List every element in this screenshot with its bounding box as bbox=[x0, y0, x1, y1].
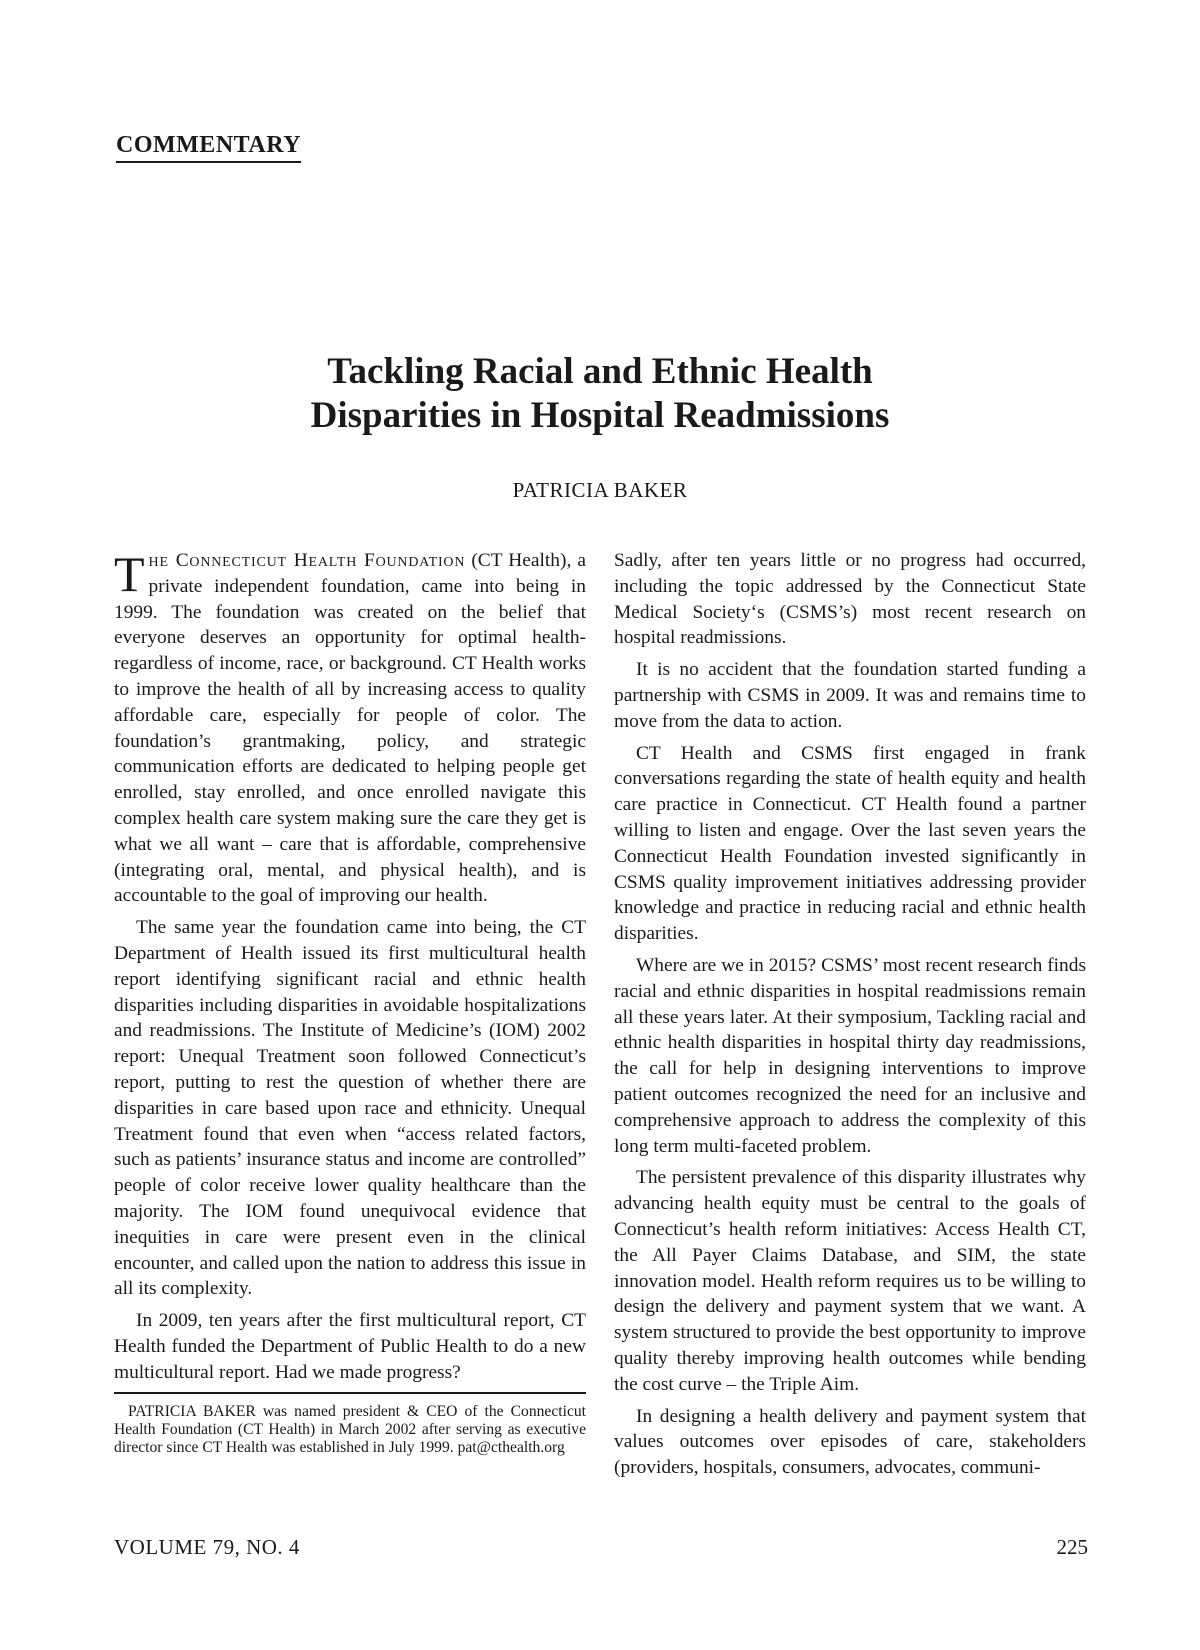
paragraph-intro-text: (CT Health), a private independent foundation, came into being in 1999. The foundation was created on the belief that everyone deserves an opportunity for optimal health- regardless of income, race, or background. CT Health works to improve the health of all by increasing access to quality affordable care, especially for people of color. The foundation’s grantmaking, policy, and strategic communication efforts are dedicated to helping people get enrolled, stay enrolled, and once enrolled navigate this complex health care system making sure the care they get is what we all want – care that is affordable, comprehensive (integrating oral, mental, and physical health), and is accountable to the goal of improving our health. bbox=[114, 550, 586, 907]
drop-cap: T bbox=[114, 546, 145, 602]
left-column bbox=[114, 548, 586, 1392]
footnote-divider bbox=[114, 1392, 586, 1394]
right-column bbox=[614, 548, 1086, 1487]
paragraph: CT Health and CSMS first engaged in frank conversations regarding the state of health equity and health care practice in Connecticut. CT Health found a partner willing to listen and engage. Over the last seven years the Connecticut Health Foundation invested significantly in CSMS quality improvement initiatives addressing provider knowledge and practice in reducing racial and ethnic health disparities. bbox=[614, 742, 1086, 945]
paragraph: It is no accident that the foundation started funding a partnership with CSMS in 2009. It was and remains time to move from the data to action. bbox=[614, 659, 1086, 732]
page-number: 225 bbox=[1056, 1535, 1088, 1559]
author-byline: PATRICIA BAKER bbox=[512, 478, 688, 502]
paragraph: The same year the foundation came into being, the CT Department of Health issued its first multicultural health report identifying significant racial and ethnic health disparities including disparities in avoidable hospitalizations and readmissions. The Institute of Medicine’s (IOM) 2002 report: Unequal Treatment soon followed Connecticut’s report, putting to rest the question of whether there are disparities in care based upon race and ethnicity. Unequal Treatment found that even when “access related factors, such as patients’ insurance status and income are controlled” people of color receive lower quality healthcare than the majority. The IOM found unequivocal evidence that inequities in care were present even in the clinical encounter, and called upon the nation to address this issue in all its complexity. bbox=[114, 917, 586, 1300]
article-title-line-1: Tackling Racial and Ethnic Health bbox=[327, 351, 873, 392]
foundation-name-smallcaps: he Connecticut Health Foundation bbox=[148, 550, 466, 571]
paragraph: Where are we in 2015? CSMS’ most recent research finds racial and ethnic disparities in hospital readmissions remain all these years later. At their symposium, Tackling racial and ethnic health disparities in hospital thirty day readmissions, the call for help in designing interventions to improve patient outcomes recognized the need for an inclusive and comprehensive approach to address the complexity of this long term multi-faceted problem. bbox=[614, 954, 1086, 1157]
section-label: COMMENTARY bbox=[116, 132, 301, 163]
volume-issue: VOLUME 79, NO. 4 bbox=[114, 1535, 300, 1559]
author-footnote: PATRICIA BAKER was named president & CEO of the Connecticut Health Foundation (CT Health) in March 2002 after serving as executive director since CT Health was established in July 1999. pat@cthealth.org bbox=[114, 1403, 586, 1456]
paragraph: In 2009, ten years after the first multicultural report, CT Health funded the Department of Public Health to do a new multicultural report. Had we made progress? bbox=[114, 1310, 586, 1383]
article-title-line-2: Disparities in Hospital Readmissions bbox=[310, 395, 890, 436]
paragraph: In designing a health delivery and payment system that values outcomes over episodes of care, stakeholders (providers, hospitals, consumers, advocates, communi- bbox=[614, 1405, 1086, 1479]
paragraph: Sadly, after ten years little or no progress had occurred, including the topic addressed by the Connecticut State Medical Society‘s (CSMS’s) most recent research on hospital readmissions. bbox=[614, 550, 1086, 649]
article-title bbox=[116, 350, 1084, 438]
paragraph-intro bbox=[114, 548, 586, 909]
paragraph: The persistent prevalence of this disparity illustrates why advancing health equity must be central to the goals of Connecticut’s health reform initiatives: Access Health CT, the All Payer Claims Database, and SIM, the state innovation model. Health reform requires us to be willing to design the delivery and payment system that we want. A system structured to provide the best opportunity to improve quality thereby improving health outcomes while bending the cost curve – the Triple Aim. bbox=[614, 1167, 1086, 1395]
